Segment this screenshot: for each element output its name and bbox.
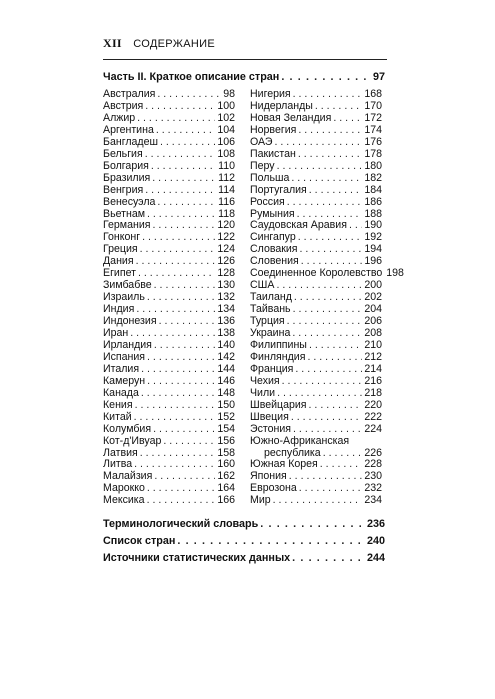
entry-name: Ирландия [103,338,152,351]
entry-name: Канада [103,386,139,399]
entry-page: 218 [364,386,382,399]
entry-page: 170 [364,99,382,112]
entry-name: Франция [250,362,294,375]
entry-page: 112 [218,171,235,184]
entry-name: республика [264,446,321,459]
entry-name: Швеция [250,410,289,423]
entry-page: 110 [218,159,235,172]
entry-page: 104 [217,123,235,136]
entry-name: Бразилия [103,171,151,184]
entry-page: 98 [223,88,235,100]
entry-page: 226 [364,446,382,459]
entry-name: Алжир [103,111,136,124]
entry-name: Румыния [250,207,295,220]
entry-name: Соединенное Королевство [250,267,383,280]
entry-name: Южная Корея [250,458,318,471]
entry-name: Эстония [250,422,292,435]
entry-page: 232 [364,482,382,495]
entry-name: Словакия [250,243,298,256]
entry-name: Аргентина [103,123,154,136]
entry-page: 126 [217,255,235,268]
entry-name: Словения [250,255,299,268]
entry-name: Новая Зеландия [250,111,332,124]
entry-name: США [250,279,275,292]
entry-name: Испания [103,350,146,363]
entry-name: Тайвань [250,303,291,316]
entry-page: 186 [364,195,382,208]
entry-page: 124 [217,243,235,256]
entry-name: Малайзия [103,470,153,483]
entry-name: Кот-д'Ивуар [103,434,162,447]
entry-page: 166 [217,494,235,507]
entry-page: 144 [217,362,235,375]
entry-name: Нигерия [250,88,291,100]
entry-name: Венгрия [103,183,144,196]
entry-page: 200 [364,279,382,292]
entry-page: 164 [217,482,235,495]
entry-page: 192 [364,231,382,244]
entry-name: Бангладеш [103,135,158,148]
entry-name: Италия [103,362,140,375]
entry-name: Австрия [103,99,144,112]
leader-dots [292,552,365,565]
entry-name: Турция [250,315,285,328]
leader-dots [281,71,371,84]
entry-name: Индия [103,303,135,316]
entry-name: Сингапур [250,231,296,244]
toc-part-entry[interactable] [103,71,385,84]
entry-page: 222 [364,410,382,423]
entry-name: Польша [250,171,290,184]
header-rule [103,59,387,60]
entry-name: Саудовская Аравия [250,219,347,232]
entry-name: Бельгия [103,147,143,160]
entry-page: 158 [217,446,235,459]
entry-name: Португалия [250,183,307,196]
entry-name: Норвегия [250,123,297,136]
entry-name: Германия [103,219,151,232]
entry-page: 134 [217,303,235,316]
entry-page: 214 [364,362,382,375]
entry-name: Дания [103,255,134,268]
entry-name: Таиланд [250,291,292,304]
entry-page: 220 [364,398,382,411]
entry-page: 244 [366,552,385,564]
entry-name: Еврозона [250,482,297,495]
entry-page: 146 [217,374,235,387]
entry-name: Колумбия [103,422,152,435]
entry-name: Вьетнам [103,207,146,220]
entry-name: Мир [250,494,271,507]
entry-name: Венесуэла [103,195,156,208]
entry-name: Нидерланды [250,99,313,112]
entry-page: 174 [364,123,382,136]
entry-name: Пакистан [250,147,296,160]
entry-name: Марокко [103,482,145,495]
entry-name: Украина [250,327,291,339]
entry-name: Список стран [103,535,176,547]
entry-page: 190 [364,219,382,232]
entry-page: 120 [217,219,235,232]
entry-page: 118 [218,207,235,220]
entry-page: 106 [217,135,235,148]
entry-page: 116 [218,195,235,208]
entry-page: 140 [217,338,235,351]
section-title: СОДЕРЖАНИЕ [133,38,215,50]
part-page: 97 [372,71,385,83]
entry-page: 224 [364,422,382,435]
entry-name: Иран [103,327,129,339]
entry-page: 188 [364,207,382,220]
entry-name: Литва [103,458,133,471]
entry-page: 228 [364,458,382,471]
toc-backmatter-entry[interactable] [103,552,385,565]
entry-page: 178 [364,147,382,160]
page-number: XII [103,36,122,50]
entry-page: 150 [217,398,235,411]
entry-page: 196 [364,255,382,268]
entry-page: 130 [217,279,235,292]
entry-page: 230 [364,470,382,483]
entry-page: 142 [217,350,235,363]
entry-name: Чили [250,386,276,399]
entry-name: Финляндия [250,350,306,363]
entry-name: Австралия [103,88,156,100]
entry-page: 168 [364,88,382,100]
entry-name: Египет [103,267,136,280]
entry-name: Источники статистических данных [103,552,291,564]
entry-page: 194 [364,243,382,256]
entry-page: 236 [366,518,385,530]
entry-page: 240 [366,535,385,547]
entry-name: Гонконг [103,231,141,244]
running-header [103,36,215,51]
entry-page: 182 [364,171,382,184]
entry-page: 172 [364,111,382,124]
entry-page: 152 [217,410,235,423]
entry-name: Греция [103,243,138,256]
part-title: Часть II. Краткое описание стран [103,71,280,83]
entry-page: 122 [217,231,235,244]
entry-page: 216 [364,374,382,387]
entry-name: Кения [103,398,133,411]
entry-page: 160 [217,458,235,471]
entry-page: 138 [217,327,235,339]
entry-page: 148 [217,386,235,399]
entry-name: Зимбабве [103,279,152,292]
toc-entry[interactable] [250,494,382,507]
entry-name: Япония [250,470,287,483]
entry-page: 198 [386,267,404,280]
entry-name: Россия [250,195,285,208]
entry-name: Швейцария [250,398,307,411]
entry-page: 206 [364,315,382,328]
entry-page: 176 [364,135,382,148]
entry-page: 114 [218,183,235,196]
entry-name: Индонезия [103,315,157,328]
entry-page: 100 [217,99,235,112]
entry-name: Филиппины [250,338,307,351]
toc-entry[interactable] [103,494,235,507]
leader-dots [273,494,363,507]
entry-name: Южно-Африканская [250,434,350,447]
entry-page: 102 [217,111,235,124]
entry-page: 154 [217,422,235,435]
entry-page: 128 [217,267,235,280]
entry-page: 132 [217,291,235,304]
entry-page: 180 [364,159,382,172]
entry-page: 208 [364,327,382,339]
entry-page: 202 [364,291,382,304]
entry-name: Латвия [103,446,138,459]
entry-page: 108 [217,147,235,160]
entry-name: Чехия [250,374,280,387]
entry-page: 212 [364,350,382,363]
toc-backmatter-entry[interactable] [103,535,385,548]
entry-page: 184 [364,183,382,196]
entry-name: ОАЭ [250,135,273,148]
leader-dots [260,518,365,531]
leader-dots [177,535,365,548]
entry-page: 204 [364,303,382,316]
entry-name: Израиль [103,291,145,304]
entry-page: 156 [217,434,235,447]
entry-page: 136 [217,315,235,328]
entry-page: 162 [217,470,235,483]
entry-name: Болгария [103,159,149,172]
entry-name: Перу [250,159,275,172]
entry-name: Мексика [103,494,145,507]
entry-name: Камерун [103,374,146,387]
toc-backmatter-entry[interactable] [103,518,385,531]
entry-name: Терминологический словарь [103,518,259,530]
entry-page: 210 [364,338,382,351]
entry-page: 234 [364,494,382,507]
entry-name: Китай [103,410,132,423]
leader-dots [147,494,216,507]
